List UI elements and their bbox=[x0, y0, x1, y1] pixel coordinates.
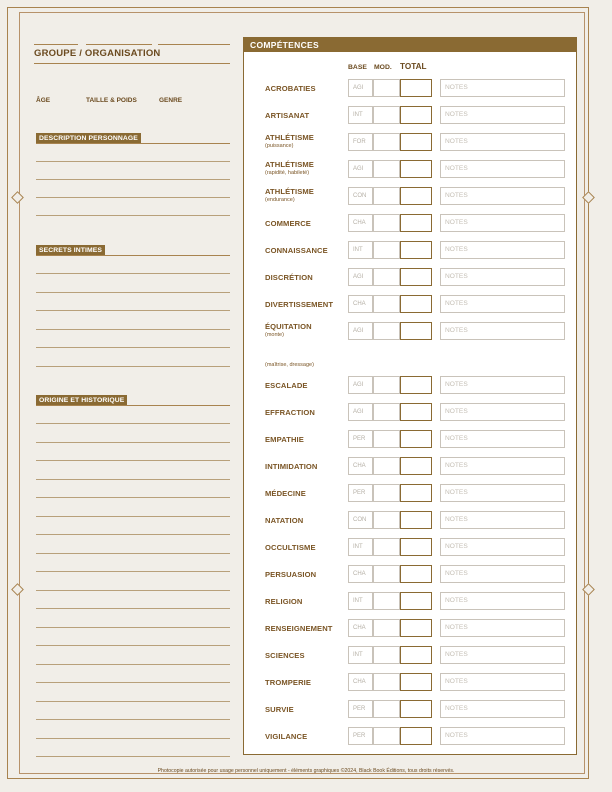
skill-row bbox=[244, 267, 574, 289]
notes-field[interactable]: NOTES bbox=[440, 619, 565, 637]
secrets-heading: SECRETS INTIMES bbox=[36, 245, 105, 255]
modifier-box[interactable] bbox=[373, 592, 400, 610]
modifier-box[interactable] bbox=[373, 646, 400, 664]
age-line[interactable] bbox=[34, 44, 78, 45]
modifier-box[interactable] bbox=[373, 376, 400, 394]
writing-line[interactable] bbox=[36, 273, 230, 274]
modifier-box[interactable] bbox=[373, 268, 400, 286]
skill-row bbox=[244, 564, 574, 586]
notes-field[interactable]: NOTES bbox=[440, 214, 565, 232]
writing-line[interactable] bbox=[36, 590, 230, 591]
group-title: GROUPE / ORGANISATION bbox=[34, 48, 230, 64]
base-attribute-box: PER bbox=[348, 484, 373, 502]
modifier-box[interactable] bbox=[373, 79, 400, 97]
notes-field[interactable]: NOTES bbox=[440, 268, 565, 286]
base-attribute-box: CHA bbox=[348, 295, 373, 313]
base-attribute-box: AGI bbox=[348, 376, 373, 394]
writing-line[interactable] bbox=[36, 682, 230, 683]
skills-title: COMPÉTENCES bbox=[244, 38, 576, 52]
writing-line[interactable] bbox=[36, 627, 230, 628]
notes-field[interactable]: NOTES bbox=[440, 430, 565, 448]
total-column-header: TOTAL bbox=[400, 62, 427, 71]
notes-field[interactable]: NOTES bbox=[440, 160, 565, 178]
modifier-box[interactable] bbox=[373, 160, 400, 178]
skills-panel bbox=[243, 37, 577, 755]
skill-subtitle: (endurance) bbox=[265, 197, 295, 203]
skill-row bbox=[244, 105, 574, 127]
writing-line[interactable] bbox=[36, 460, 230, 461]
total-box[interactable] bbox=[400, 187, 432, 205]
skill-row bbox=[244, 456, 574, 478]
size-weight-label: TAILLE & POIDS bbox=[86, 97, 137, 104]
total-box[interactable] bbox=[400, 727, 432, 745]
notes-field[interactable]: NOTES bbox=[440, 484, 565, 502]
notes-field[interactable]: NOTES bbox=[440, 727, 565, 745]
skill-row bbox=[244, 429, 574, 451]
total-box[interactable] bbox=[400, 700, 432, 718]
section-rule bbox=[36, 143, 230, 144]
base-attribute-box: AGI bbox=[348, 322, 373, 340]
base-attribute-box: PER bbox=[348, 727, 373, 745]
skill-name: PERSUASION bbox=[265, 570, 317, 579]
total-box[interactable] bbox=[400, 511, 432, 529]
skill-name: OCCULTISME bbox=[265, 543, 316, 552]
notes-field[interactable]: NOTES bbox=[440, 106, 565, 124]
notes-field[interactable]: NOTES bbox=[440, 376, 565, 394]
skill-row bbox=[244, 78, 574, 100]
skill-row bbox=[244, 186, 574, 208]
writing-line[interactable] bbox=[36, 738, 230, 739]
skill-name: ATHLÉTISME bbox=[265, 187, 314, 196]
skill-name: CONNAISSANCE bbox=[265, 246, 328, 255]
base-attribute-box: CHA bbox=[348, 673, 373, 691]
base-attribute-box: CON bbox=[348, 511, 373, 529]
modifier-box[interactable] bbox=[373, 214, 400, 232]
skill-row bbox=[244, 591, 574, 613]
base-attribute-box: CHA bbox=[348, 457, 373, 475]
skill-name: ARTISANAT bbox=[265, 111, 310, 120]
skill-name: NATATION bbox=[265, 516, 304, 525]
skill-row bbox=[244, 213, 574, 235]
footer-copyright: Photocopie autorisée pour usage personnel uniquement - éléments graphiques ©2024, Black Book Éditions, tous droits réservés. bbox=[157, 768, 455, 774]
writing-line[interactable] bbox=[36, 701, 230, 702]
total-box[interactable] bbox=[400, 430, 432, 448]
base-attribute-box: AGI bbox=[348, 160, 373, 178]
total-box[interactable] bbox=[400, 376, 432, 394]
skill-name: SURVIE bbox=[265, 705, 294, 714]
modifier-box[interactable] bbox=[373, 484, 400, 502]
total-box[interactable] bbox=[400, 133, 432, 151]
total-box[interactable] bbox=[400, 214, 432, 232]
total-box[interactable] bbox=[400, 106, 432, 124]
writing-line[interactable] bbox=[36, 516, 230, 517]
writing-line[interactable] bbox=[36, 479, 230, 480]
notes-field[interactable]: NOTES bbox=[440, 79, 565, 97]
skill-subtitle: (puissance) bbox=[265, 143, 294, 149]
modifier-box[interactable] bbox=[373, 673, 400, 691]
modifier-box[interactable] bbox=[373, 727, 400, 745]
total-box[interactable] bbox=[400, 322, 432, 340]
writing-line[interactable] bbox=[36, 197, 230, 198]
skill-row bbox=[244, 402, 574, 424]
skill-name: COMMERCE bbox=[265, 219, 311, 228]
base-attribute-box: AGI bbox=[348, 79, 373, 97]
writing-line[interactable] bbox=[36, 292, 230, 293]
gender-line[interactable] bbox=[158, 44, 230, 45]
notes-field[interactable]: NOTES bbox=[440, 241, 565, 259]
writing-line[interactable] bbox=[36, 664, 230, 665]
skill-row bbox=[244, 510, 574, 532]
notes-field[interactable]: NOTES bbox=[440, 457, 565, 475]
skill-row bbox=[244, 321, 574, 343]
total-box[interactable] bbox=[400, 403, 432, 421]
writing-line[interactable] bbox=[36, 571, 230, 572]
base-attribute-box: INT bbox=[348, 646, 373, 664]
base-attribute-box: CHA bbox=[348, 619, 373, 637]
total-box[interactable] bbox=[400, 160, 432, 178]
writing-line[interactable] bbox=[36, 366, 230, 367]
skill-name: RENSEIGNEMENT bbox=[265, 624, 333, 633]
total-box[interactable] bbox=[400, 538, 432, 556]
skill-row bbox=[244, 132, 574, 154]
skill-name: TROMPERIE bbox=[265, 678, 312, 687]
total-box[interactable] bbox=[400, 592, 432, 610]
notes-field[interactable]: NOTES bbox=[440, 565, 565, 583]
writing-line[interactable] bbox=[36, 161, 230, 162]
notes-field[interactable]: NOTES bbox=[440, 646, 565, 664]
modifier-box[interactable] bbox=[373, 700, 400, 718]
base-attribute-box: INT bbox=[348, 538, 373, 556]
mod-column-header: MOD. bbox=[374, 64, 392, 71]
base-attribute-box: INT bbox=[348, 241, 373, 259]
skill-name: DIVERTISSEMENT bbox=[265, 300, 334, 309]
modifier-box[interactable] bbox=[373, 403, 400, 421]
notes-field[interactable]: NOTES bbox=[440, 322, 565, 340]
total-box[interactable] bbox=[400, 619, 432, 637]
skill-row bbox=[244, 699, 574, 721]
skill-name: ATHLÉTISME bbox=[265, 133, 314, 142]
modifier-box[interactable] bbox=[373, 322, 400, 340]
modifier-box[interactable] bbox=[373, 430, 400, 448]
skill-row bbox=[244, 618, 574, 640]
total-box[interactable] bbox=[400, 268, 432, 286]
skill-row bbox=[244, 294, 574, 316]
skill-name: MÉDECINE bbox=[265, 489, 306, 498]
modifier-box[interactable] bbox=[373, 565, 400, 583]
base-attribute-box: CHA bbox=[348, 214, 373, 232]
base-attribute-box: PER bbox=[348, 700, 373, 718]
writing-line[interactable] bbox=[36, 329, 230, 330]
skill-row bbox=[244, 483, 574, 505]
base-attribute-box: AGI bbox=[348, 268, 373, 286]
origin-heading: ORIGINE ET HISTORIQUE bbox=[36, 395, 127, 405]
notes-field[interactable]: NOTES bbox=[440, 511, 565, 529]
base-attribute-box: FOR bbox=[348, 133, 373, 151]
writing-line[interactable] bbox=[36, 534, 230, 535]
skill-name: SCIENCES bbox=[265, 651, 305, 660]
writing-line[interactable] bbox=[36, 423, 230, 424]
writing-line[interactable] bbox=[36, 442, 230, 443]
modifier-box[interactable] bbox=[373, 106, 400, 124]
notes-field[interactable]: NOTES bbox=[440, 592, 565, 610]
left-column bbox=[34, 48, 230, 64]
skill-name: EMPATHIE bbox=[265, 435, 304, 444]
total-box[interactable] bbox=[400, 457, 432, 475]
modifier-box[interactable] bbox=[373, 457, 400, 475]
riding-note: (maîtrise, dressage) bbox=[265, 362, 314, 368]
notes-field[interactable]: NOTES bbox=[440, 538, 565, 556]
skill-name: EFFRACTION bbox=[265, 408, 315, 417]
age-label: ÂGE bbox=[36, 97, 51, 104]
base-attribute-box: CHA bbox=[348, 565, 373, 583]
modifier-box[interactable] bbox=[373, 538, 400, 556]
skill-name: DISCRÉTION bbox=[265, 273, 313, 282]
total-box[interactable] bbox=[400, 646, 432, 664]
section-rule bbox=[36, 255, 230, 256]
skill-name: VIGILANCE bbox=[265, 732, 308, 741]
base-attribute-box: INT bbox=[348, 106, 373, 124]
writing-line[interactable] bbox=[36, 347, 230, 348]
writing-line[interactable] bbox=[36, 608, 230, 609]
modifier-box[interactable] bbox=[373, 619, 400, 637]
skill-name: INTIMIDATION bbox=[265, 462, 318, 471]
total-box[interactable] bbox=[400, 241, 432, 259]
skill-row bbox=[244, 537, 574, 559]
skill-subtitle: (rapidité, habileté) bbox=[265, 170, 310, 176]
notes-field[interactable]: NOTES bbox=[440, 187, 565, 205]
writing-line[interactable] bbox=[36, 719, 230, 720]
writing-line[interactable] bbox=[36, 497, 230, 498]
base-attribute-box: PER bbox=[348, 430, 373, 448]
skill-row bbox=[244, 159, 574, 181]
writing-line[interactable] bbox=[36, 215, 230, 216]
skill-row bbox=[244, 240, 574, 262]
base-attribute-box: CON bbox=[348, 187, 373, 205]
notes-field[interactable]: NOTES bbox=[440, 295, 565, 313]
skill-name: ÉQUITATION bbox=[265, 322, 312, 331]
section-rule bbox=[36, 405, 230, 406]
skill-subtitle: (monte) bbox=[265, 332, 284, 338]
skill-row bbox=[244, 672, 574, 694]
notes-field[interactable]: NOTES bbox=[440, 403, 565, 421]
notes-field[interactable]: NOTES bbox=[440, 700, 565, 718]
skill-name: ATHLÉTISME bbox=[265, 160, 314, 169]
base-column-header: BASE bbox=[348, 64, 367, 71]
notes-field[interactable]: NOTES bbox=[440, 673, 565, 691]
skill-name: ESCALADE bbox=[265, 381, 308, 390]
gender-label: GENRE bbox=[159, 97, 183, 104]
modifier-box[interactable] bbox=[373, 511, 400, 529]
skill-name: ACROBATIES bbox=[265, 84, 316, 93]
writing-line[interactable] bbox=[36, 179, 230, 180]
total-box[interactable] bbox=[400, 565, 432, 583]
modifier-box[interactable] bbox=[373, 133, 400, 151]
skill-row bbox=[244, 645, 574, 667]
writing-line[interactable] bbox=[36, 310, 230, 311]
skill-row bbox=[244, 375, 574, 397]
writing-line[interactable] bbox=[36, 553, 230, 554]
writing-line[interactable] bbox=[36, 645, 230, 646]
total-box[interactable] bbox=[400, 484, 432, 502]
skill-row bbox=[244, 726, 574, 748]
total-box[interactable] bbox=[400, 295, 432, 313]
size-weight-line[interactable] bbox=[86, 44, 152, 45]
base-attribute-box: INT bbox=[348, 592, 373, 610]
modifier-box[interactable] bbox=[373, 241, 400, 259]
total-box[interactable] bbox=[400, 673, 432, 691]
description-heading: DESCRIPTION PERSONNAGE bbox=[36, 133, 141, 143]
modifier-box[interactable] bbox=[373, 187, 400, 205]
modifier-box[interactable] bbox=[373, 295, 400, 313]
base-attribute-box: AGI bbox=[348, 403, 373, 421]
writing-line[interactable] bbox=[36, 756, 230, 757]
skill-name: RELIGION bbox=[265, 597, 303, 606]
notes-field[interactable]: NOTES bbox=[440, 133, 565, 151]
total-box[interactable] bbox=[400, 79, 432, 97]
